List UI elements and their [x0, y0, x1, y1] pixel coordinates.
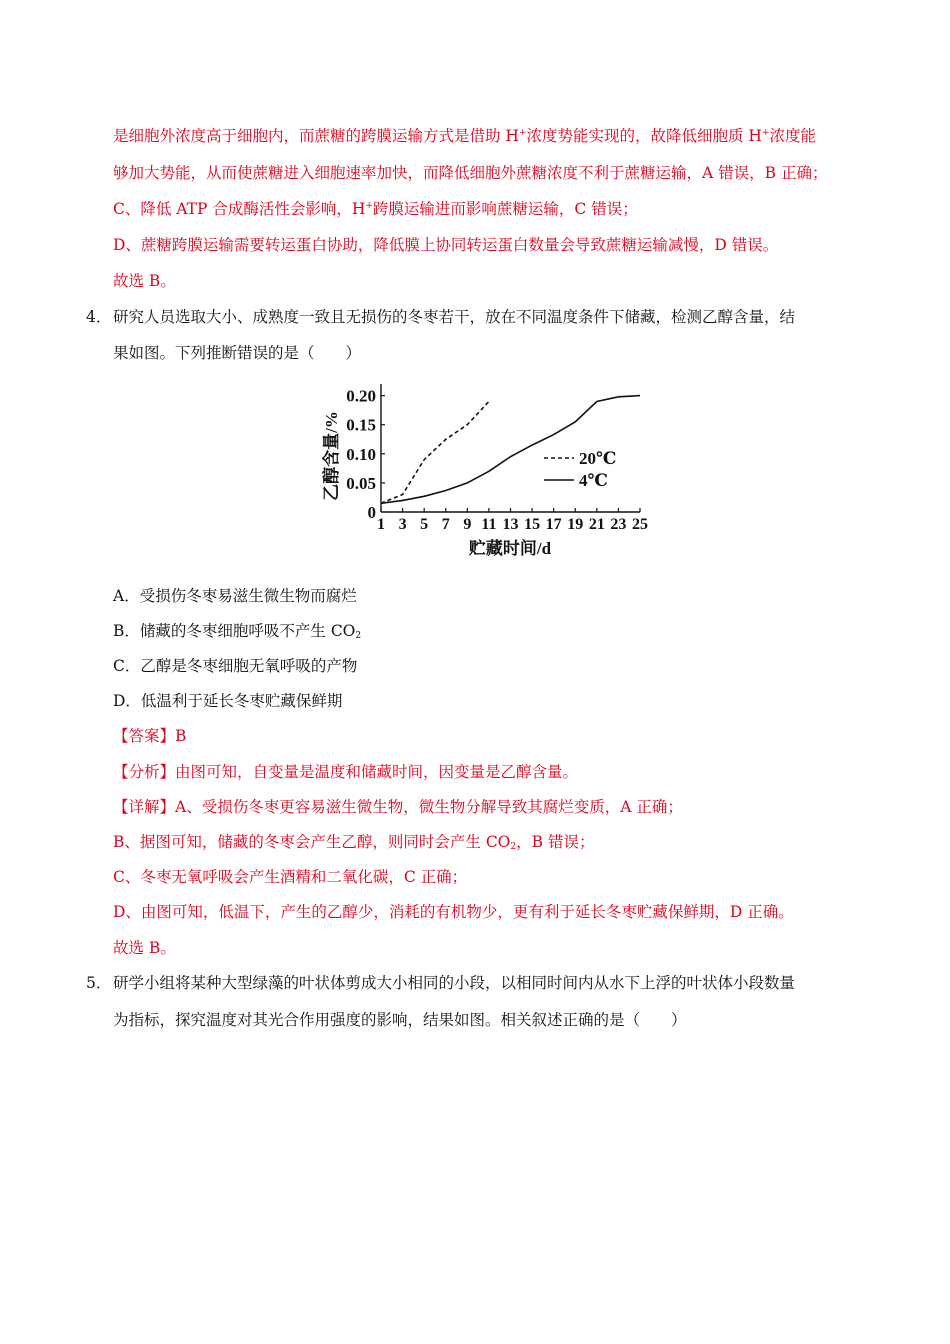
y-tick-label: 0.15: [346, 415, 376, 435]
explanation-line: C、降低 ATP 合成酶活性会影响，H+跨膜运输进而影响蔗糖运输，C 错误；: [113, 200, 638, 218]
legend-label-4c: 4℃: [579, 471, 608, 490]
chart-legend: [544, 449, 616, 490]
chart-axes: [381, 384, 640, 512]
x-tick-label: 13: [502, 516, 519, 533]
explanation-line: D、蔗糖跨膜运输需要转运蛋白协助，降低膜上协同转运蛋白数量会导致蔗糖运输减慢，D 错误。: [113, 236, 779, 254]
x-tick-label: 9: [463, 516, 472, 533]
detail-line: C、冬枣无氧呼吸会产生酒精和二氧化碳，C 正确；: [113, 868, 468, 886]
answer: 【答案】B: [113, 727, 187, 745]
explanation-line: 够加大势能，从而使蔗糖进入细胞速率加快，而降低细胞外蔗糖浓度不利于蔗糖运输，A 错误，B 正确；: [113, 164, 828, 182]
question-stem: 研学小组将某种大型绿藻的叶状体剪成大小相同的小段，以相同时间内从水下上浮的叶状体小段数量: [113, 974, 796, 992]
y-tick-label: 0.20: [346, 386, 376, 406]
x-tick-label: 25: [632, 516, 648, 533]
x-tick-label: 17: [545, 516, 562, 533]
explanation-conclusion: 故选 B。: [113, 272, 176, 290]
question-number: 5．: [86, 974, 112, 992]
question-number: 4．: [86, 308, 112, 326]
y-tick-label: 0.10: [346, 444, 376, 464]
x-axis-label: 贮藏时间/d: [468, 539, 552, 558]
detail-line: D、由图可知，低温下，产生的乙醇少，消耗的有机物少，更有利于延长冬枣贮藏保鲜期，D 正确。: [113, 903, 794, 921]
question-stem: 果如图。下列推断错误的是（ ）: [113, 344, 362, 362]
option-c: C．乙醇是冬枣细胞无氧呼吸的产物: [113, 657, 358, 675]
option-b: B．储藏的冬枣细胞呼吸不产生 $CO_2$: [113, 622, 362, 641]
x-tick-label: 7: [441, 516, 450, 533]
y-tick-label: 0.05: [346, 473, 376, 493]
x-tick-label: 1: [377, 516, 385, 533]
x-tick-label: 5: [420, 516, 429, 533]
detail-conclusion: 故选 B。: [113, 939, 176, 957]
analysis: 【分析】由图可知，自变量是温度和储藏时间，因变量是乙醇含量。: [113, 763, 579, 781]
option-d: D．低温利于延长冬枣贮藏保鲜期: [113, 692, 343, 710]
detail-line: 【详解】A、受损伤冬枣更容易滋生微生物，微生物分解导致其腐烂变质，A 正确；: [113, 798, 683, 816]
ethanol-chart: [318, 378, 658, 564]
detail-line: B、据图可知，储藏的冬枣会产生乙醇，则同时会产生 $CO_2$，B 错误；: [113, 833, 595, 852]
y-tick-label: 0: [367, 503, 376, 522]
question-stem: 为指标，探究温度对其光合作用强度的影响，结果如图。相关叙述正确的是（ ）: [113, 1011, 687, 1029]
legend-label-20c: 20℃: [579, 449, 617, 468]
x-tick-label: 11: [481, 516, 497, 533]
question-stem: 研究人员选取大小、成熟度一致且无损伤的冬枣若干，放在不同温度条件下储藏，检测乙醇含量，结: [113, 308, 796, 326]
x-tick-label: 21: [588, 516, 605, 533]
explanation-line: 是细胞外浓度高于细胞内，而蔗糖的跨膜运输方式是借助 H+浓度势能实现的，故降低细胞质 H+浓度能: [113, 127, 817, 145]
y-axis-label: 乙醇含量/%: [322, 411, 341, 501]
series-line-20c: [381, 402, 489, 504]
x-tick-label: 3: [398, 516, 407, 533]
x-tick-label: 23: [610, 516, 627, 533]
x-tick-label: 19: [567, 516, 584, 533]
x-tick-label: 15: [524, 516, 541, 533]
option-a: A．受损伤冬枣易滋生微生物而腐烂: [113, 587, 357, 605]
